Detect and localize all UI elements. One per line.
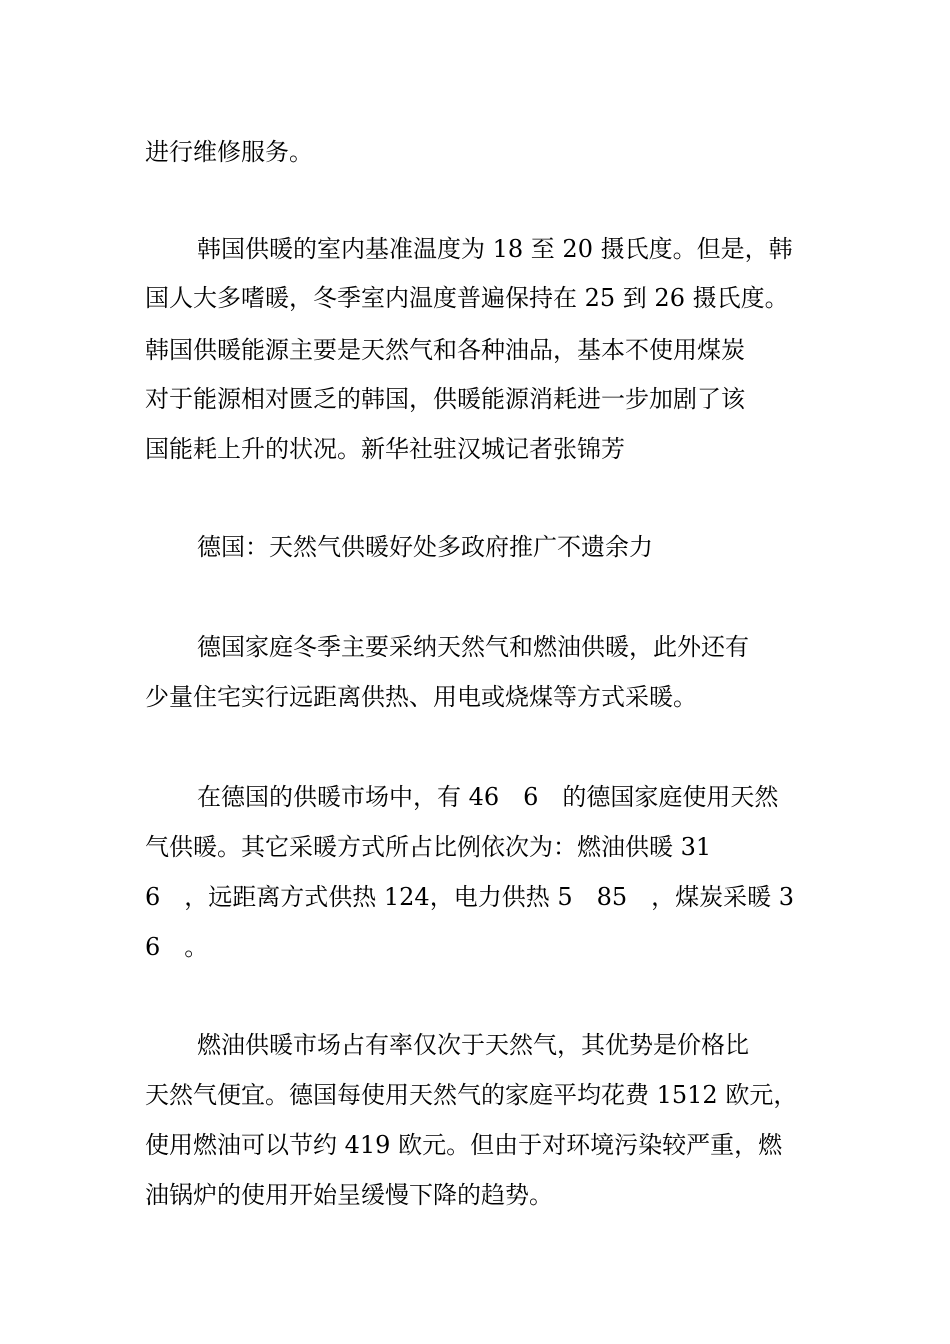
text-line: 进行维修服务。	[145, 138, 313, 166]
text-line: 6 ，远距离方式供热 124，电力供热 5 85 ，煤炭采暖 3	[145, 883, 795, 911]
text-line: 6 。	[145, 933, 209, 961]
text-line: 韩国供暖的室内基准温度为 18 至 20 摄氏度。但是，韩	[197, 235, 793, 263]
text-line: 少量住宅实行远距离供热、用电或烧煤等方式采暖。	[145, 683, 697, 711]
text-line: 气供暖。其它采暖方式所占比例依次为：燃油供暖 31	[145, 833, 712, 861]
text-line: 对于能源相对匮乏的韩国，供暖能源消耗进一步加剧了该	[145, 385, 745, 413]
text-line: 德国家庭冬季主要采纳天然气和燃油供暖，此外还有	[197, 633, 749, 661]
text-line: 油锅炉的使用开始呈缓慢下降的趋势。	[145, 1181, 553, 1209]
text-line: 国能耗上升的状况。新华社驻汉城记者张锦芳	[145, 435, 625, 463]
text-line: 天然气便宜。德国每使用天然气的家庭平均花费 1512 欧元，	[145, 1081, 798, 1109]
text-line: 在德国的供暖市场中，有 46 6 的德国家庭使用天然	[197, 783, 779, 811]
text-line: 国人大多嗜暖，冬季室内温度普遍保持在 25 到 26 摄氏度。	[145, 284, 789, 312]
text-line: 燃油供暖市场占有率仅次于天然气，其优势是价格比	[197, 1031, 749, 1059]
text-line: 使用燃油可以节约 419 欧元。但由于对环境污染较严重，燃	[145, 1131, 783, 1159]
section-heading: 德国：天然气供暖好处多政府推广不遗余力	[197, 533, 653, 561]
text-line: 韩国供暖能源主要是天然气和各种油品，基本不使用煤炭	[145, 336, 745, 364]
